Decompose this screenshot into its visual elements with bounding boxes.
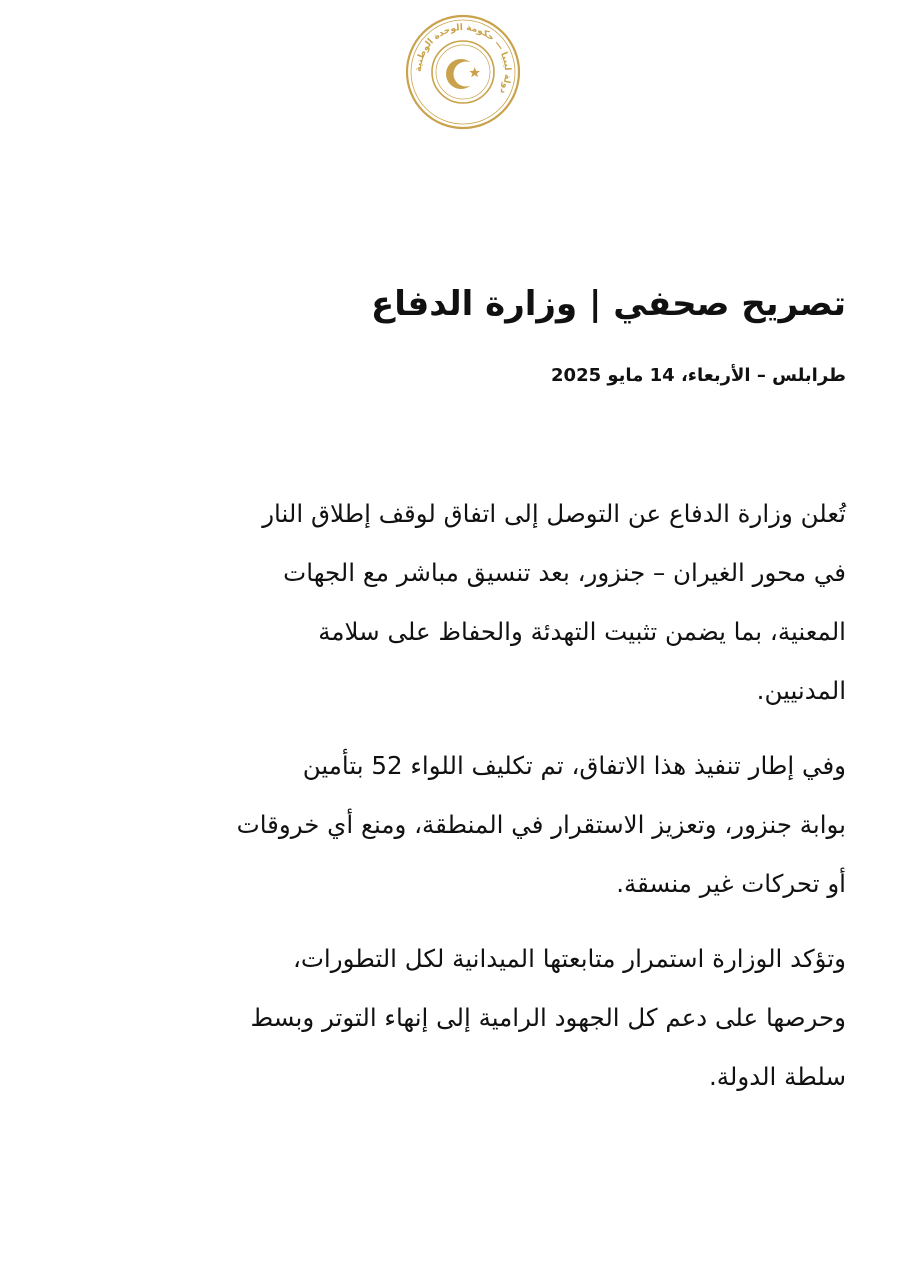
paragraph-line: المعنية، بما يضمن تثبيت التهدئة والحفاظ على سلامة	[318, 617, 846, 646]
paragraph-ministry-commitment	[86, 929, 846, 1106]
paragraph-line: في محور الغيران – جنزور، بعد تنسيق مباشر مع الجهات	[283, 558, 846, 587]
paragraph-line: المدنيين.	[756, 676, 846, 705]
government-emblem-logo	[405, 14, 521, 130]
paragraph-brigade-assignment	[86, 736, 846, 913]
logo-ring-text: دولة ليبيا — حكومة الوحدة الوطنية	[413, 22, 513, 96]
statement-body	[86, 484, 846, 1122]
paragraph-line: بوابة جنزور، وتعزيز الاستقرار في المنطقة، ومنع أي خروقات	[236, 810, 846, 839]
paragraph-line: وفي إطار تنفيذ هذا الاتفاق، تم تكليف اللواء 52 بتأمين	[302, 751, 846, 780]
paragraph-ceasefire	[86, 484, 846, 720]
paragraph-line: تُعلن وزارة الدفاع عن التوصل إلى اتفاق لوقف إطلاق النار	[262, 499, 846, 528]
paragraph-line: وحرصها على دعم كل الجهود الرامية إلى إنهاء التوتر وبسط	[250, 1003, 846, 1032]
paragraph-line: وتؤكد الوزارة استمرار متابعتها الميدانية لكل التطورات،	[292, 944, 846, 973]
paragraph-line: سلطة الدولة.	[708, 1062, 846, 1091]
dateline: طرابلس – الأربعاء، 14 مايو 2025	[551, 365, 846, 386]
paragraph-line: أو تحركات غير منسقة.	[616, 869, 846, 898]
document-title: تصريح صحفي | وزارة الدفاع	[370, 284, 846, 324]
